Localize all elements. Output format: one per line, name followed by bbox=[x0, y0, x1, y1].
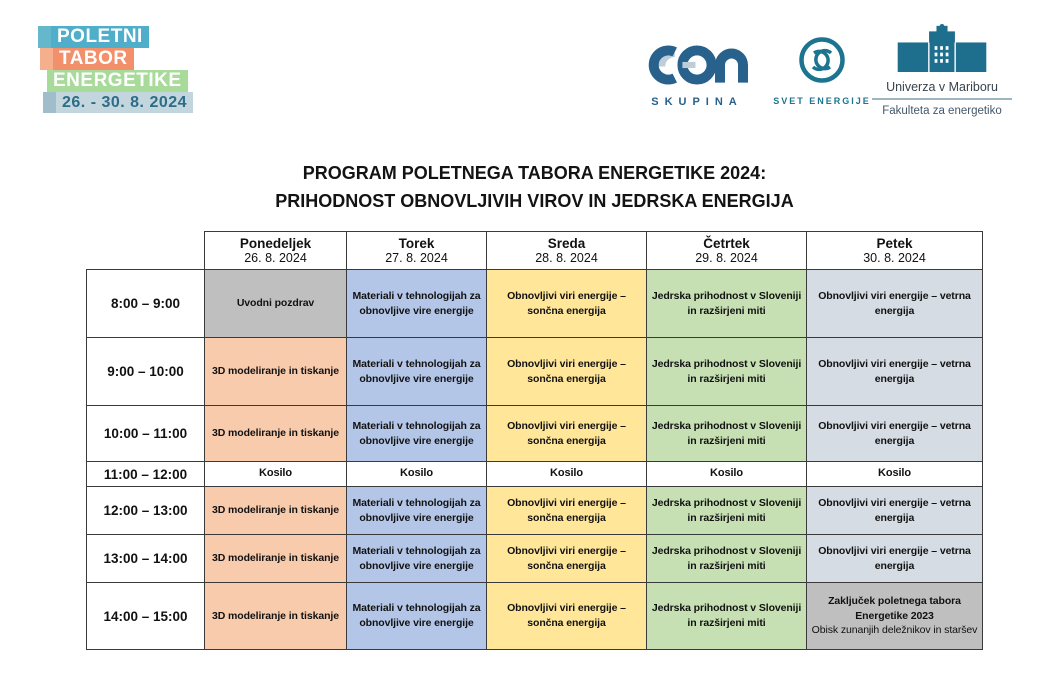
time-cell: 8:00 – 9:00 bbox=[87, 270, 205, 338]
schedule-cell bbox=[487, 535, 647, 583]
schedule-cell bbox=[347, 270, 487, 338]
cell-text: Materiali v tehnologijah za obnovljive vire energije bbox=[352, 289, 481, 317]
cell-text: Jedrska prihodnost v Sloveniji in razširjeni miti bbox=[651, 357, 802, 385]
svet-energije-icon bbox=[798, 36, 846, 84]
schedule-cell bbox=[347, 338, 487, 406]
schedule-cell bbox=[347, 583, 487, 650]
cell-text: 3D modeliranje in tiskanje bbox=[212, 365, 339, 378]
day-name: Petek bbox=[876, 236, 913, 251]
day-date: 28. 8. 2024 bbox=[535, 251, 598, 265]
schedule-cell bbox=[647, 535, 807, 583]
schedule-cell bbox=[487, 487, 647, 535]
schedule-cell bbox=[647, 583, 807, 650]
schedule-cell bbox=[647, 487, 807, 535]
cell-text: Jedrska prihodnost v Sloveniji in razširjeni miti bbox=[651, 496, 802, 524]
day-header bbox=[347, 232, 487, 270]
cell-subtext: Obisk zunanjih deležnikov in staršev bbox=[811, 624, 978, 637]
cell-text: Obnovljivi viri energije – sončna energija bbox=[507, 602, 626, 629]
time-cell: 14:00 – 15:00 bbox=[87, 583, 205, 650]
cell-text: Kosilo bbox=[399, 467, 433, 480]
table-row bbox=[87, 535, 983, 583]
schedule-cell bbox=[487, 270, 647, 338]
schedule-cell bbox=[807, 535, 983, 583]
cell-text: Kosilo bbox=[709, 467, 743, 480]
schedule-table-wrap bbox=[86, 231, 983, 650]
schedule-cell bbox=[347, 535, 487, 583]
cell-text: Obnovljivi viri energije – sončna energija bbox=[507, 496, 626, 524]
schedule-cell bbox=[487, 462, 647, 487]
table-row bbox=[87, 583, 983, 650]
cell-text: Obnovljivi viri energije – vetrna energija bbox=[818, 544, 971, 572]
schedule-cell bbox=[347, 487, 487, 535]
logo-row bbox=[38, 48, 193, 70]
cell-text: Materiali v tehnologijah za obnovljive vire energije bbox=[352, 602, 481, 629]
logo-text-block: TABOR bbox=[53, 48, 134, 70]
cell-text: Obnovljivi viri energije – sončna energija bbox=[507, 289, 626, 317]
cell-text: 3D modeliranje in tiskanje bbox=[212, 427, 339, 440]
schedule-cell bbox=[487, 338, 647, 406]
day-header bbox=[807, 232, 983, 270]
title-line-1: PROGRAM POLETNEGA TABORA ENERGETIKE 2024: bbox=[302, 163, 767, 183]
cell-text: Obnovljivi viri energije – sončna energija bbox=[507, 357, 626, 385]
schedule-cell bbox=[487, 583, 647, 650]
cell-text: 3D modeliranje in tiskanje bbox=[212, 609, 339, 622]
logo-row bbox=[38, 70, 193, 92]
cell-text: Materiali v tehnologijah za obnovljive vire energije bbox=[352, 496, 481, 524]
day-name: Četrtek bbox=[703, 236, 750, 251]
table-row bbox=[87, 406, 983, 462]
logo-accent-square bbox=[40, 48, 53, 70]
logo-accent-square bbox=[43, 92, 56, 113]
schedule-cell bbox=[347, 406, 487, 462]
cell-text: 3D modeliranje in tiskanje bbox=[212, 552, 339, 565]
university-name: Univerza v Mariboru bbox=[886, 80, 998, 94]
logo-accent-square bbox=[38, 26, 51, 48]
table-row bbox=[87, 270, 983, 338]
day-name: Sreda bbox=[547, 236, 586, 251]
cell-text: Materiali v tehnologijah za obnovljive vire energije bbox=[352, 544, 481, 572]
poletni-tabor-logo bbox=[38, 26, 193, 113]
cell-text: Kosilo bbox=[877, 467, 911, 480]
schedule-cell bbox=[205, 535, 347, 583]
gen-skupina-logo bbox=[637, 42, 757, 108]
cell-text: Obnovljivi viri energije – vetrna energija bbox=[818, 357, 971, 385]
day-name: Ponedeljek bbox=[239, 236, 312, 251]
day-name: Torek bbox=[398, 236, 435, 251]
univerza-maribor-logo bbox=[872, 24, 1012, 117]
schedule-cell bbox=[807, 406, 983, 462]
schedule-cell bbox=[205, 462, 347, 487]
cell-text: Uvodni pozdrav bbox=[236, 297, 315, 310]
svet-energije-label: SVET ENERGIJE bbox=[773, 96, 871, 106]
cell-text: Jedrska prihodnost v Sloveniji in razširjeni miti bbox=[651, 289, 802, 317]
schedule-cell bbox=[205, 406, 347, 462]
schedule-cell bbox=[205, 270, 347, 338]
day-header bbox=[647, 232, 807, 270]
schedule-cell bbox=[347, 462, 487, 487]
logo-row bbox=[38, 92, 193, 113]
schedule-cell bbox=[647, 406, 807, 462]
schedule-cell bbox=[807, 487, 983, 535]
schedule-cell bbox=[647, 270, 807, 338]
cell-text: Obnovljivi viri energije – sončna energija bbox=[507, 419, 626, 447]
logo-text-block: ENERGETIKE bbox=[47, 70, 188, 92]
day-header bbox=[487, 232, 647, 270]
empty-corner-cell bbox=[87, 232, 205, 270]
cell-text: Obnovljivi viri energije – vetrna energija bbox=[818, 289, 971, 317]
cell-text: 3D modeliranje in tiskanje bbox=[212, 504, 339, 517]
cell-text: Obnovljivi viri energije – sončna energija bbox=[507, 544, 626, 572]
cell-text: Jedrska prihodnost v Sloveniji in razširjeni miti bbox=[651, 602, 802, 629]
cell-text: Kosilo bbox=[258, 467, 292, 480]
day-date: 29. 8. 2024 bbox=[695, 251, 758, 265]
cell-text: Jedrska prihodnost v Sloveniji in razširjeni miti bbox=[651, 544, 802, 572]
divider bbox=[872, 98, 1012, 100]
svet-energije-logo bbox=[770, 36, 874, 106]
time-cell: 10:00 – 11:00 bbox=[87, 406, 205, 462]
time-cell: 11:00 – 12:00 bbox=[87, 462, 205, 487]
logo-text-block: POLETNI bbox=[51, 26, 149, 48]
cell-text: Jedrska prihodnost v Sloveniji in razširjeni miti bbox=[651, 419, 802, 447]
day-date: 26. 8. 2024 bbox=[244, 251, 307, 265]
gen-skupina-label: SKUPINA bbox=[651, 96, 743, 108]
schedule-cell bbox=[487, 406, 647, 462]
logo-row bbox=[38, 26, 193, 48]
page-title bbox=[86, 160, 983, 216]
cell-text: Materiali v tehnologijah za obnovljive vire energije bbox=[352, 357, 481, 385]
schedule-table bbox=[86, 231, 983, 650]
schedule-cell bbox=[807, 270, 983, 338]
schedule-cell bbox=[205, 583, 347, 650]
table-row bbox=[87, 338, 983, 406]
cell-text: Kosilo bbox=[549, 467, 583, 480]
time-cell: 12:00 – 13:00 bbox=[87, 487, 205, 535]
cell-text: Obnovljivi viri energije – vetrna energija bbox=[818, 419, 971, 447]
time-cell: 9:00 – 10:00 bbox=[87, 338, 205, 406]
logo-text-block: 26. - 30. 8. 2024 bbox=[56, 92, 193, 113]
schedule-cell bbox=[205, 487, 347, 535]
cell-text: Materiali v tehnologijah za obnovljive vire energije bbox=[352, 419, 481, 447]
university-building-icon bbox=[896, 24, 988, 72]
schedule-cell bbox=[205, 338, 347, 406]
cell-text: Zaključek poletnega tabora Energetike 2023 bbox=[828, 594, 961, 622]
schedule-cell bbox=[807, 583, 983, 650]
schedule-cell bbox=[807, 462, 983, 487]
time-cell: 13:00 – 14:00 bbox=[87, 535, 205, 583]
schedule-cell bbox=[647, 338, 807, 406]
cell-text: Obnovljivi viri energije – vetrna energija bbox=[818, 496, 971, 524]
faculty-name: Fakulteta za energetiko bbox=[882, 105, 1002, 117]
day-header bbox=[205, 232, 347, 270]
gen-logo-icon bbox=[645, 42, 749, 88]
day-date: 27. 8. 2024 bbox=[385, 251, 448, 265]
day-date: 30. 8. 2024 bbox=[863, 251, 926, 265]
schedule-cell bbox=[647, 462, 807, 487]
table-row bbox=[87, 462, 983, 487]
table-row bbox=[87, 487, 983, 535]
schedule-cell bbox=[807, 338, 983, 406]
title-line-2: PRIHODNOST OBNOVLJIVIH VIROV IN JEDRSKA ENERGIJA bbox=[275, 190, 794, 211]
